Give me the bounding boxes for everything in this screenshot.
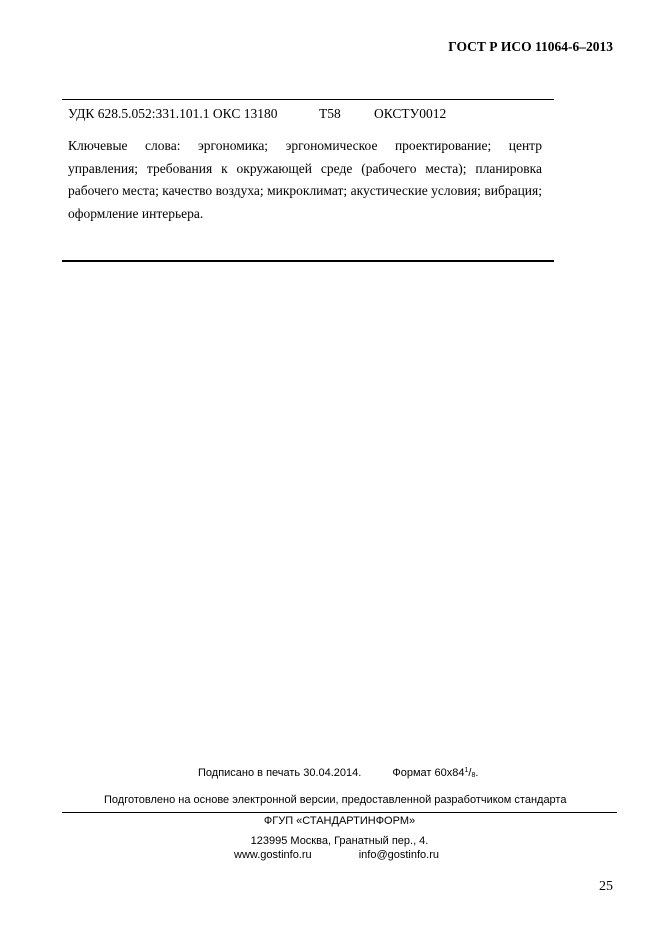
page-number: 25 xyxy=(599,879,613,894)
publisher-address: 123995 Москва, Гранатный пер., 4. xyxy=(250,835,429,847)
document-header: ГОСТ Р ИСО 11064-6–2013 xyxy=(448,39,613,54)
format-label: Формат $60x84^1/_8$. xyxy=(392,767,479,779)
website-link[interactable]: www.gostinfo.ru xyxy=(234,849,312,861)
udk-code: УДК 628.5.052:331.101.1 ОКС 13180 xyxy=(68,106,278,121)
okstu-code: ОКСТУ0012 xyxy=(374,106,447,121)
publisher-name: ФГУП «СТАНДАРТИНФОРМ» xyxy=(263,815,416,827)
contacts-line xyxy=(234,849,439,861)
keywords-paragraph: Ключевые слова: эргономика; эргономическое проектирование; центр управления; требования к окружающей среде (рабочего места); планировка рабочего места; качество воздуха; микроклимат; акустические условия; вибрация; оформление интерьера. xyxy=(68,138,542,221)
signed-label: Подписано в печать 30.04.2014. xyxy=(198,767,362,779)
prepared-note: Подготовлено на основе электронной версии, предоставленной разработчиком стандарта xyxy=(104,794,567,806)
signed-line xyxy=(198,767,478,779)
top-rule xyxy=(62,99,554,100)
email-link[interactable]: info@gostinfo.ru xyxy=(358,849,439,861)
bottom-rule xyxy=(62,260,554,262)
imprint-rule xyxy=(62,812,617,813)
t-code: Т58 xyxy=(319,106,341,121)
